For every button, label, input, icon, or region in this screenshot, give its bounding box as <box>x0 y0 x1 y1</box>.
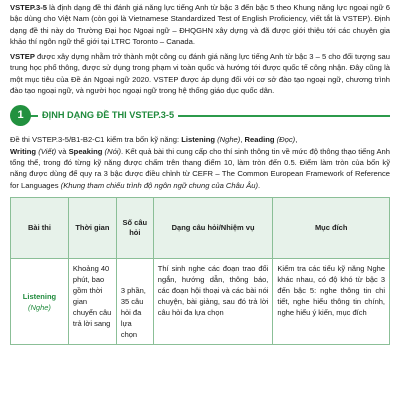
cell-exam-name <box>11 258 69 344</box>
document-page <box>10 2 390 345</box>
skill-reading-vi: (Đọc) <box>274 135 296 145</box>
format-text-2: . Kết quả bài thi cung cấp cho thí sinh thông tin về mức độ thông thạo tiếng Anh tổng thể, trong đó từng kỹ năng được chấm trên thang điểm 10, làm tròn đến 0.5. Điểm làm tròn của bốn kỹ năng được dùng để quy ra 3 bậc được điều chỉnh từ CEFR – The Common European Framework of Reference for Languages <box>10 146 390 190</box>
format-paragraph <box>10 134 390 190</box>
separator: , <box>295 135 298 145</box>
section-heading <box>10 105 390 127</box>
format-text-end: . <box>258 180 261 190</box>
skill-listening: Listening <box>181 135 215 145</box>
cell-count: 3 phần, 35 câu hỏi đa lựa chọn <box>116 258 153 344</box>
separator: và <box>56 146 69 156</box>
skill-speaking-vi: (Nói) <box>102 146 122 156</box>
exam-name-vi: (Nghe) <box>27 302 51 312</box>
skill-writing-vi: (Viết) <box>36 146 57 156</box>
cell-type: Thí sinh nghe các đoạn trao đổi ngắn, hướng dẫn, thông báo, các đoạn hội thoại và các bài nói chuyện, bài giảng, sau đó trả lời câu hỏi đa lựa chọn <box>153 258 273 344</box>
vstep-term: VSTEP <box>10 52 35 62</box>
format-text-1: Đề thi VSTEP.3-5/B1-B2-C1 kiểm tra bốn kỹ năng: <box>10 135 182 145</box>
header-count: Số câu hỏi <box>116 197 153 258</box>
cell-time: Khoảng 40 phút, bao gồm thời gian chuyển câu trả lời sang <box>68 258 116 344</box>
section-number-badge: 1 <box>10 105 31 126</box>
table-header-row <box>11 197 390 258</box>
separator: , <box>240 135 245 145</box>
skill-listening-vi: (Nghe) <box>214 135 241 145</box>
table-row <box>11 258 390 344</box>
header-purpose: Mục đích <box>273 197 390 258</box>
header-time: Thời gian <box>68 197 116 258</box>
cell-purpose: Kiểm tra các tiểu kỹ năng Nghe khác nhau, có độ khó từ bậc 3 đến bậc 5: nghe thông tin chi tiết, nghe hiểu thông tin chính, nghe hiểu ý kiến, mục đích <box>273 258 390 344</box>
skill-speaking: Speaking <box>68 146 103 156</box>
section-title: ĐỊNH DẠNG ĐỀ THI VSTEP.3-5 <box>38 106 178 124</box>
skill-writing: Writing <box>10 146 37 156</box>
intro-paragraph-1 <box>10 2 390 47</box>
cefr-translation: (Khung tham chiếu trình độ ngôn ngữ chung của Châu Âu) <box>60 180 258 190</box>
exam-name: Listening <box>22 291 57 301</box>
intro-text-1: là định dạng đề thi đánh giá năng lực tiếng Anh từ bậc 3 đến bậc 5 theo Khung năng lực ngoại ngữ 6 bậc dùng cho Việt Nam (còn gọi là Vietnamese Standardized Test of English Proficiency, viết tắt là VSTEP). Định dạng đề thi này do Trường Đại học Ngoại ngữ – ĐHQGHN xây dựng và đã được giới thiệu tới các chuyên gia khảo thí ngôn ngữ thế giới tại LTRC Toronto – Canada. <box>10 3 390 46</box>
vstep-term: VSTEP.3-5 <box>10 3 48 12</box>
header-type: Dạng câu hỏi/Nhiệm vụ <box>153 197 273 258</box>
intro-paragraph-2 <box>10 51 390 96</box>
header-exam: Bài thi <box>11 197 69 258</box>
exam-format-table <box>10 197 390 345</box>
skill-reading: Reading <box>244 135 275 145</box>
intro-text-2: được xây dựng nhằm trở thành một công cụ đánh giá năng lực tiếng Anh từ bậc 3 – 5 cho đối tượng sau trung học phổ thông, được sử dụng trong phạm vi toàn quốc và hướng tới được quốc tế công nhận. Đây cũng là một mục tiêu của Đề án Ngoại ngữ 2020. VSTEP được áp dụng đối với cơ sở đào tạo ngoại ngữ, chương trình đào tạo ngoại ngữ, và người học ngoại ngữ trong hệ thống giáo dục quốc dân. <box>10 52 390 96</box>
